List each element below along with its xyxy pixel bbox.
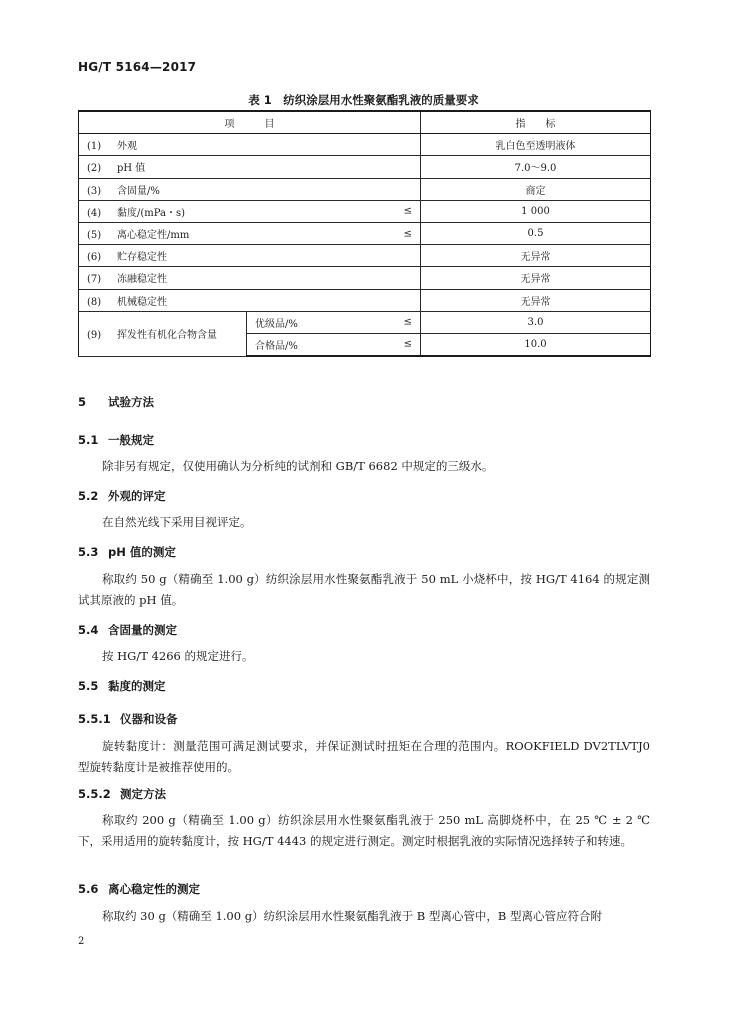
header-index: 指 标: [421, 111, 651, 134]
table-row: [79, 245, 651, 267]
voc-sub-label: 合格品/%: [255, 340, 298, 352]
le-symbol: ≤: [403, 316, 412, 328]
table-row: [79, 178, 651, 200]
row-value: 商定: [421, 178, 651, 200]
table-body: [79, 134, 651, 356]
row-value: 1 000: [421, 200, 651, 222]
table-row: [79, 200, 651, 222]
row-item-cell: [79, 267, 421, 289]
table-row: [79, 289, 651, 311]
section-5-5-1-text: 旋转黏度计：测量范围可满足测试要求，并保证测试时扭矩在合理的范围内。ROOKFIELD DV2TLVTJ0 型旋转黏度计是被推荐使用的。: [78, 739, 650, 774]
section-5-6-text: 称取约 30 g（精确至 1.00 g）纺织涂层用水性聚氨酯乳液于 B 型离心管中，B 型离心管应符合附: [102, 909, 602, 923]
section-5-5-heading: 5.5 黏度的测定: [78, 679, 166, 693]
row-value: 乳白色至透明液体: [421, 134, 651, 156]
row-label: 外观: [117, 141, 137, 153]
section-5-2-heading: 5.2 外观的评定: [78, 489, 166, 503]
row-number: (8): [87, 296, 102, 308]
section-5-1-heading: 5.1 一般规定: [78, 433, 155, 447]
row-label: 机械稳定性: [117, 296, 167, 308]
section-5-4-text: 按 HG/T 4266 的规定进行。: [102, 649, 254, 663]
table-caption: 表 1 纺织涂层用水性聚氨酯乳液的质量要求: [248, 93, 479, 107]
row-label: pH 值: [117, 163, 146, 175]
row-label: 含固量/%: [117, 185, 160, 197]
row-number: (5): [87, 230, 102, 242]
section-5-2-text: 在自然光线下采用目视评定。: [102, 515, 252, 529]
table-row: [79, 311, 651, 333]
quality-requirements-table: [78, 110, 651, 357]
section-5-4-heading: 5.4 含固量的测定: [78, 623, 178, 637]
row-item-cell: [79, 289, 421, 311]
section-5-5-2-text: 称取约 200 g（精确至 1.00 g）纺织涂层用水性聚氨酯乳液于 250 mL 高脚烧杯中，在 25 ℃ ± 2 ℃下，采用适用的旋转黏度计，按 HG/T 4443 的规定进行测定。测定时根据乳液的实际情况选择转子和转速。: [78, 813, 650, 848]
le-symbol: ≤: [403, 228, 412, 240]
section-5-3-heading: 5.3 pH 值的测定: [78, 545, 176, 559]
section-5-3-text: 称取约 50 g（精确至 1.00 g）纺织涂层用水性聚氨酯乳液于 50 mL 小烧杯中，按 HG/T 4164 的规定测试其原液的 pH 值。: [78, 572, 650, 607]
row-value: 无异常: [421, 267, 651, 289]
row-number: (9): [87, 330, 102, 342]
row-value: 3.0: [421, 311, 651, 333]
section-5-5-1-heading: 5.5.1 仪器和设备: [78, 712, 178, 726]
row-label: 冻融稳定性: [117, 274, 167, 286]
table-row: [79, 156, 651, 178]
row-item-cell: [79, 134, 421, 156]
row-value: 无异常: [421, 289, 651, 311]
section-5-6-heading: 5.6 离心稳定性的测定: [78, 882, 201, 896]
standard-number: HG/T 5164—2017: [78, 60, 197, 74]
section-5-heading: 5 试验方法: [78, 395, 155, 409]
section-5-5-2-heading: 5.5.2 测定方法: [78, 787, 167, 801]
voc-sub-cell: [247, 311, 421, 333]
row-item-cell: [79, 245, 421, 267]
row-item-cell: [79, 200, 421, 222]
header-item: 项 目: [79, 111, 421, 134]
page-number: 2: [78, 936, 85, 947]
table-row: [79, 134, 651, 156]
section-5-1-text: 除非另有规定，仅使用确认为分析纯的试剂和 GB/T 6682 中规定的三级水。: [102, 459, 494, 473]
voc-sub-label: 优级品/%: [255, 318, 298, 330]
table-row: [79, 222, 651, 244]
row-value: 7.0～9.0: [421, 156, 651, 178]
row-label: 黏度/(mPa・s): [117, 207, 186, 219]
row-number: (4): [87, 207, 102, 219]
le-symbol: ≤: [403, 205, 412, 217]
row-number: (1): [87, 141, 102, 153]
row-value: 10.0: [421, 333, 651, 356]
row-label: 贮存稳定性: [117, 252, 167, 264]
le-symbol: ≤: [403, 338, 412, 350]
row-label: 挥发性有机化合物含量: [117, 330, 217, 342]
row-number: (6): [87, 252, 102, 264]
row-value: 0.5: [421, 222, 651, 244]
row-number: (2): [87, 163, 102, 175]
voc-sub-cell: [247, 333, 421, 356]
row-item-cell: [79, 156, 421, 178]
row-value: 无异常: [421, 245, 651, 267]
row-item-cell: [79, 222, 421, 244]
row-number: (3): [87, 185, 102, 197]
row-label: 离心稳定性/mm: [117, 230, 190, 242]
voc-item-cell: [79, 311, 247, 356]
table-row: [79, 267, 651, 289]
row-item-cell: [79, 178, 421, 200]
row-number: (7): [87, 274, 102, 286]
table-header-row: [79, 111, 651, 134]
